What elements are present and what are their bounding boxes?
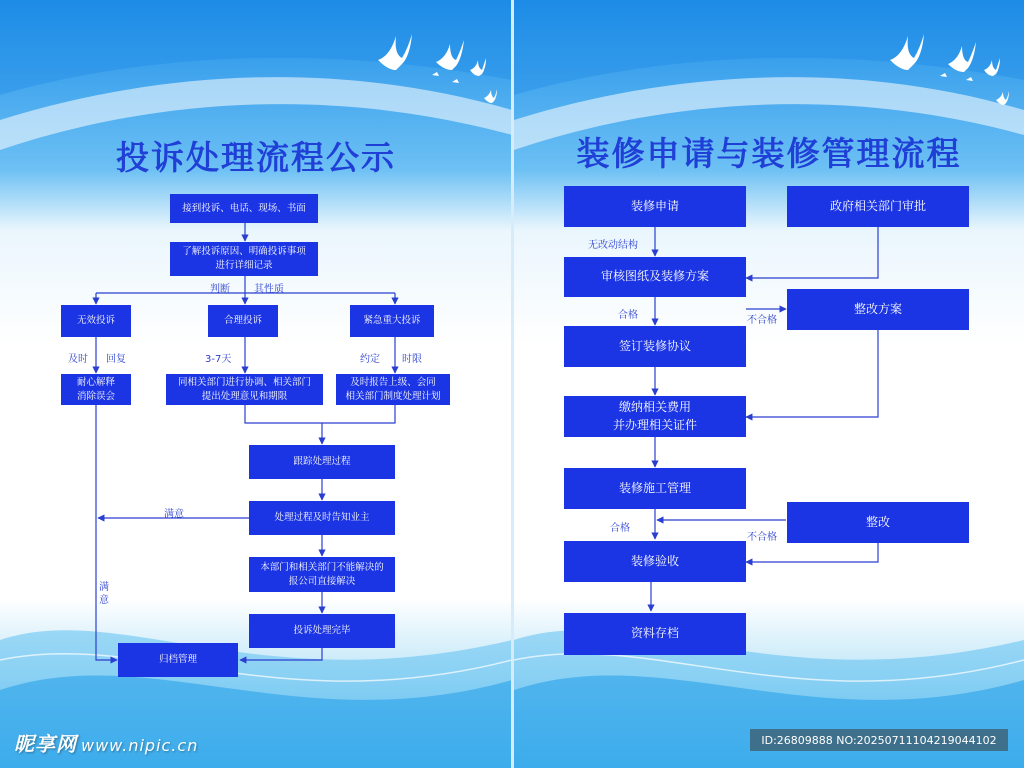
construction-management-text: 装修施工管理 [618,480,691,495]
page-title: 投诉处理流程公示 [116,138,396,177]
watermark-url: www.nipic.cn [81,736,199,755]
inform-owner-text: 处理过程及时告知业主 [274,512,370,524]
satisfied-vertical-label-1: 满 [99,582,109,593]
satisfied-vertical-label-2: 意 [99,595,109,606]
reasonable-complaint-box [208,305,278,337]
fail-label-1: 不合格 [747,315,777,326]
report-line-1: 及时报告上级、会同 [350,376,436,388]
explain-line-1: 耐心解释 [76,376,115,388]
reasonable-complaint-text: 合理投诉 [223,315,262,327]
renovation-apply-box [564,186,746,227]
rectify-plan-box [787,289,969,330]
page-title: 装修申请与装修管理流程 [576,134,962,173]
satisfied-label: 满意 [164,509,184,520]
acceptance-box [564,541,746,582]
urgent-complaint-box [350,305,434,337]
escalate-box [249,557,395,592]
agreed-label: 约定 [360,354,380,365]
inform-owner-box [249,501,395,535]
review-plan-text: 审核图纸及装修方案 [600,269,709,284]
urgent-complaint-text: 紧急重大投诉 [363,315,421,327]
report-box [336,374,450,405]
coordinate-line-1: 同相关部门进行协调、相关部门 [177,376,311,388]
rectify-box [787,502,969,543]
review-plan-box [564,257,746,297]
pass-label-2: 合格 [610,523,630,534]
archive-documents-box [564,613,746,655]
coordinate-box [166,374,323,405]
fail-label-2: 不合格 [747,532,777,543]
understand-complaint-line-2: 进行详细记录 [215,260,273,271]
archive-box [118,643,238,677]
escalate-line-1: 本部门和相关部门不能解决的 [260,561,384,573]
acceptance-text: 装修验收 [630,553,679,568]
government-approval-text: 政府相关部门审批 [829,198,926,213]
renovation-poster [514,0,1024,768]
pay-fees-box [564,396,746,437]
complete-box [249,614,395,648]
watermark-logo [14,728,198,757]
archive-documents-text: 资料存档 [630,626,679,641]
receive-complaint-text: 接到投诉、电话、现场、书面 [182,202,306,214]
judge-label: 判断 [210,284,230,295]
nature-label: 其性质 [254,284,284,295]
rectify-text: 整改 [865,514,890,529]
coordinate-line-2: 提出处理意见和期限 [201,390,288,402]
invalid-complaint-text: 无效投诉 [76,315,115,327]
pay-fees-line-2: 并办理相关证件 [612,417,697,432]
rectify-plan-text: 整改方案 [853,301,902,316]
timely-label: 及时 [68,354,88,365]
invalid-complaint-box [61,305,131,337]
image-id-watermark: ID:26809888 NO:20250711104219044102 [750,729,1008,751]
escalate-line-2: 报公司直接解决 [288,575,356,587]
renovation-apply-text: 装修申请 [630,198,679,213]
sign-agreement-text: 签订装修协议 [618,338,691,353]
watermark-logo-text: 昵享网 [14,732,77,756]
days-label: 3-7天 [205,354,232,365]
government-approval-box [787,186,969,227]
track-process-box [249,445,395,479]
sign-agreement-box [564,326,746,367]
report-line-2: 相关部门制度处理计划 [345,390,441,402]
time-limit-label: 时限 [402,354,422,365]
reply-label: 回复 [106,354,126,365]
understand-complaint-box [170,242,318,276]
complete-text: 投诉处理完毕 [293,625,351,637]
explain-line-2: 消除误会 [76,390,115,402]
no-structure-change-label: 无改动结构 [588,240,638,251]
receive-complaint-box [170,194,318,223]
explain-box [61,374,131,405]
understand-complaint-line-1: 了解投诉原因、明确投诉事项 [182,246,306,258]
construction-management-box [564,468,746,509]
pass-label-1: 合格 [618,310,638,321]
pay-fees-line-1: 缴纳相关费用 [618,400,691,415]
archive-text: 归档管理 [158,654,197,666]
track-process-text: 跟踪处理过程 [293,456,351,468]
